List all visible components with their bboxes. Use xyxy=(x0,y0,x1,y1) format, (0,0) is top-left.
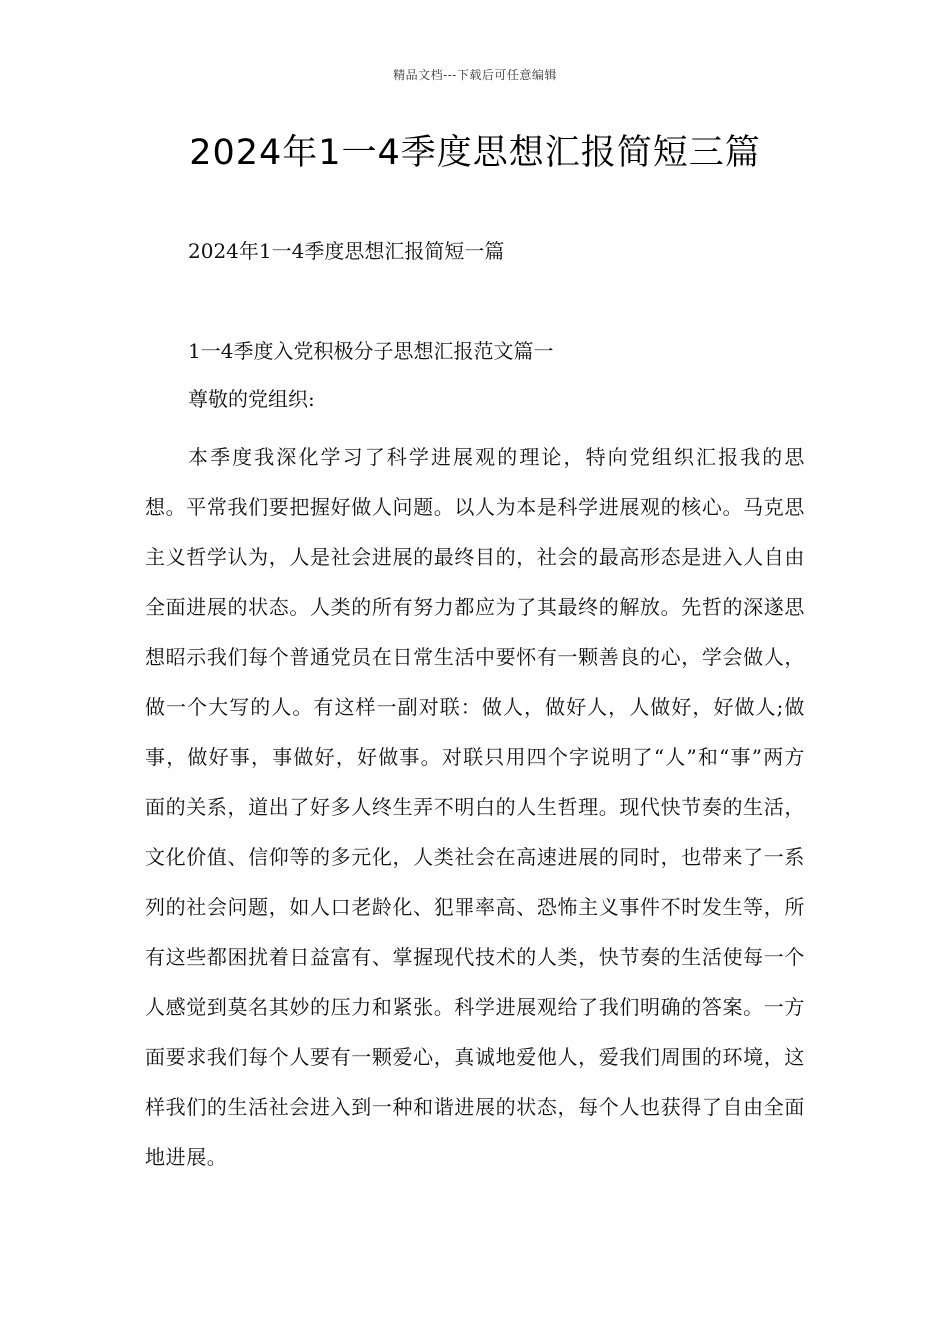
document-title: 2024年1一4季度思想汇报简短三篇 xyxy=(189,133,761,173)
body-paragraph: 本季度我深化学习了科学进展观的理论，特向党组织汇报我的思想。平常我们要把握好做人问题。以人为本是科学进展观的核心。马克思主义哲学认为，人是社会进展的最终目的，社会的最高形态是进入人自由全面进展的状态。人类的所有努力都应为了其最终的解放。先哲的深遂思想昭示我们每个普通党员在日常生活中要怀有一颗善良的心，学会做人，做一个大写的人。有这样一副对联：做人，做好人，人做好，好做人;做事，做好事，事做好，好做事。对联只用四个字说明了“人”和“事”两方面的关系，道出了好多人终生弄不明白的人生哲理。现代快节奏的生活，文化价值、信仰等的多元化，人类社会在高速进展的同时，也带来了一系列的社会问题，如人口老龄化、犯罪率高、恐怖主义事件不时发生等，所有这些都困扰着日益富有、掌握现代技术的人类，快节奏的生活使每一个人感觉到莫名其妙的压力和紧张。科学进展观给了我们明确的答案。一方面要求我们每个人要有一颗爱心，真诚地爱他人，爱我们周围的环境，这样我们的生活社会进入到一种和谐进展的状态，每个人也获得了自由全面地进展。 xyxy=(145,445,805,1169)
page-header: 精品文档---下载后可任意编辑 xyxy=(393,68,557,82)
document-subtitle: 2024年1一4季度思想汇报简短一篇 xyxy=(188,239,505,263)
section-heading: 1一4季度入党积极分子思想汇报范文篇一 xyxy=(188,339,554,363)
salutation: 尊敬的党组织: xyxy=(188,387,315,411)
